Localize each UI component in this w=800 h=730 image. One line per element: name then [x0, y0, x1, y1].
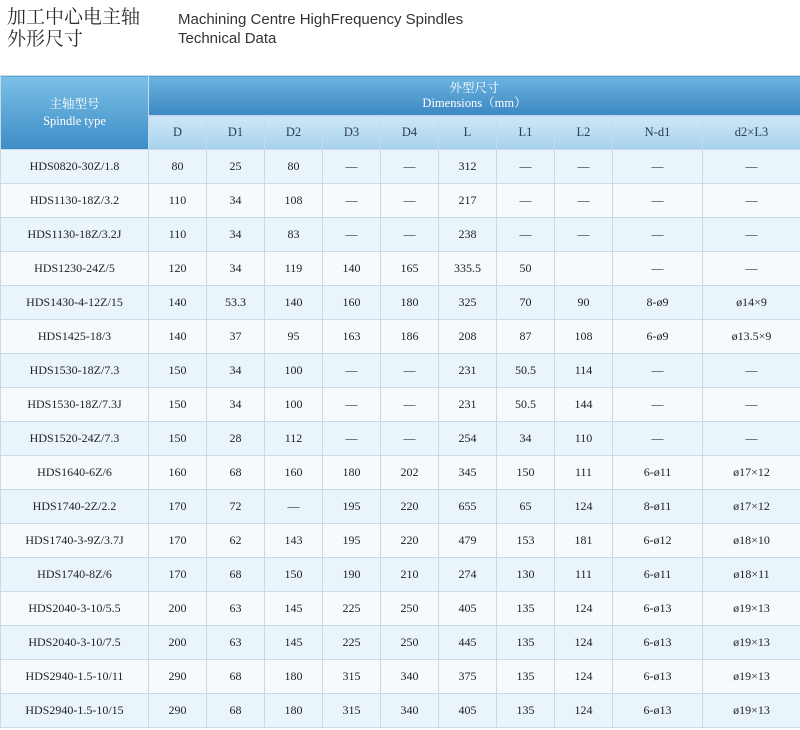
- dimension-cell: [555, 252, 613, 286]
- dimension-cell: —: [381, 150, 439, 184]
- dimension-cell: 238: [439, 218, 497, 252]
- dimension-cell: —: [381, 184, 439, 218]
- dimension-cell: 68: [207, 694, 265, 728]
- spindle-model-cell: HDS1230-24Z/5: [1, 252, 149, 286]
- dimension-cell: 108: [555, 320, 613, 354]
- column-header: L2: [555, 116, 613, 150]
- dimension-cell: —: [703, 218, 800, 252]
- dimension-cell: —: [265, 490, 323, 524]
- dimension-cell: 315: [323, 694, 381, 728]
- dimension-cell: 340: [381, 660, 439, 694]
- dimension-cell: 170: [149, 558, 207, 592]
- spindle-type-header-cn: 主轴型号: [49, 96, 100, 111]
- dimension-cell: 210: [381, 558, 439, 592]
- spindle-model-cell: HDS2040-3-10/7.5: [1, 626, 149, 660]
- title-chinese: [7, 6, 140, 50]
- dimensions-header: [149, 76, 800, 116]
- dimension-cell: 445: [439, 626, 497, 660]
- table-row: [1, 320, 800, 354]
- dimension-cell: 200: [149, 626, 207, 660]
- dimension-cell: 250: [381, 626, 439, 660]
- dimension-cell: 274: [439, 558, 497, 592]
- dimension-cell: 180: [265, 694, 323, 728]
- dimension-cell: 6-ø12: [613, 524, 703, 558]
- dimension-cell: —: [703, 388, 800, 422]
- dimension-cell: 68: [207, 558, 265, 592]
- dimension-cell: —: [323, 354, 381, 388]
- dimension-cell: 375: [439, 660, 497, 694]
- title-en-line2: Technical Data: [178, 30, 277, 47]
- dimension-cell: 220: [381, 490, 439, 524]
- dimension-cell: 6-ø13: [613, 660, 703, 694]
- dimension-cell: 6-ø9: [613, 320, 703, 354]
- dimension-cell: 231: [439, 388, 497, 422]
- dimension-cell: 63: [207, 626, 265, 660]
- spindle-model-cell: HDS1130-18Z/3.2J: [1, 218, 149, 252]
- dimension-cell: 195: [323, 490, 381, 524]
- dimension-cell: —: [613, 422, 703, 456]
- dimension-cell: 150: [265, 558, 323, 592]
- dimension-cell: 111: [555, 558, 613, 592]
- dimension-cell: 124: [555, 694, 613, 728]
- dimension-cell: —: [497, 184, 555, 218]
- table-row: [1, 388, 800, 422]
- spindle-model-cell: HDS1740-8Z/6: [1, 558, 149, 592]
- dimension-cell: 231: [439, 354, 497, 388]
- dimension-cell: 6-ø11: [613, 558, 703, 592]
- dimension-cell: 124: [555, 626, 613, 660]
- dimension-cell: ø19×13: [703, 626, 800, 660]
- dimension-cell: 160: [265, 456, 323, 490]
- dimension-cell: 186: [381, 320, 439, 354]
- spindle-model-cell: HDS2040-3-10/5.5: [1, 592, 149, 626]
- dimension-cell: —: [613, 388, 703, 422]
- table-row: [1, 490, 800, 524]
- table-row: [1, 456, 800, 490]
- table-row: [1, 150, 800, 184]
- dimension-cell: —: [323, 388, 381, 422]
- dimension-cell: —: [703, 184, 800, 218]
- dimension-cell: 34: [207, 354, 265, 388]
- dimension-cell: 202: [381, 456, 439, 490]
- dimension-cell: 37: [207, 320, 265, 354]
- dimension-cell: 25: [207, 150, 265, 184]
- dimension-cell: 34: [207, 184, 265, 218]
- dimension-cell: —: [381, 354, 439, 388]
- column-header: L1: [497, 116, 555, 150]
- dimension-cell: 6-ø13: [613, 626, 703, 660]
- column-header: D4: [381, 116, 439, 150]
- table-row: [1, 218, 800, 252]
- spindle-model-cell: HDS0820-30Z/1.8: [1, 150, 149, 184]
- dimension-cell: —: [613, 354, 703, 388]
- spindle-type-header-en: Spindle type: [43, 113, 106, 128]
- dimension-cell: 140: [149, 286, 207, 320]
- dimension-cell: 135: [497, 626, 555, 660]
- table-row: [1, 286, 800, 320]
- dimension-cell: ø19×13: [703, 660, 800, 694]
- dimension-cell: 63: [207, 592, 265, 626]
- title-cn-line2: 外形尺寸: [7, 28, 84, 50]
- dimension-cell: —: [497, 150, 555, 184]
- dimension-cell: 65: [497, 490, 555, 524]
- dimension-cell: 28: [207, 422, 265, 456]
- dimension-cell: —: [703, 150, 800, 184]
- spindle-model-cell: HDS1530-18Z/7.3: [1, 354, 149, 388]
- dimension-cell: 150: [149, 422, 207, 456]
- dimension-cell: 135: [497, 592, 555, 626]
- dimension-cell: 312: [439, 150, 497, 184]
- dimension-cell: 153: [497, 524, 555, 558]
- table-row: [1, 626, 800, 660]
- dimension-cell: 144: [555, 388, 613, 422]
- dimension-cell: 140: [265, 286, 323, 320]
- dimension-cell: 150: [149, 388, 207, 422]
- table-row: [1, 524, 800, 558]
- dimension-cell: ø17×12: [703, 456, 800, 490]
- table-row: [1, 184, 800, 218]
- column-header: N-d1: [613, 116, 703, 150]
- table-row: [1, 252, 800, 286]
- column-header: L: [439, 116, 497, 150]
- dimension-cell: —: [323, 218, 381, 252]
- spindle-model-cell: HDS1740-2Z/2.2: [1, 490, 149, 524]
- dimension-cell: —: [703, 354, 800, 388]
- dimension-cell: —: [555, 218, 613, 252]
- table-row: [1, 694, 800, 728]
- dimension-cell: 208: [439, 320, 497, 354]
- dimension-cell: —: [323, 422, 381, 456]
- dimension-cell: 290: [149, 694, 207, 728]
- dimension-cell: 130: [497, 558, 555, 592]
- dimension-cell: 140: [149, 320, 207, 354]
- dimension-cell: 217: [439, 184, 497, 218]
- dimension-cell: 170: [149, 524, 207, 558]
- dimension-cell: 110: [149, 184, 207, 218]
- dimension-cell: 200: [149, 592, 207, 626]
- dimension-cell: 290: [149, 660, 207, 694]
- dimension-cell: 62: [207, 524, 265, 558]
- dimensions-header-cn: 外型尺寸: [449, 80, 500, 95]
- dimension-cell: 68: [207, 660, 265, 694]
- dimension-cell: 50.5: [497, 388, 555, 422]
- spindle-model-cell: HDS1740-3-9Z/3.7J: [1, 524, 149, 558]
- dimension-cell: 111: [555, 456, 613, 490]
- dimension-cell: ø18×10: [703, 524, 800, 558]
- dimension-cell: 150: [149, 354, 207, 388]
- dimension-cell: 220: [381, 524, 439, 558]
- dimension-cell: ø13.5×9: [703, 320, 800, 354]
- dimension-cell: 80: [265, 150, 323, 184]
- dimension-cell: 68: [207, 456, 265, 490]
- dimension-cell: —: [323, 184, 381, 218]
- spindle-type-header: [1, 76, 149, 150]
- dimension-cell: 114: [555, 354, 613, 388]
- spindle-model-cell: HDS1130-18Z/3.2: [1, 184, 149, 218]
- dimension-cell: —: [555, 150, 613, 184]
- dimension-cell: 345: [439, 456, 497, 490]
- dimension-cell: ø18×11: [703, 558, 800, 592]
- dimension-cell: 124: [555, 592, 613, 626]
- spindle-model-cell: HDS2940-1.5-10/15: [1, 694, 149, 728]
- dimension-cell: —: [703, 252, 800, 286]
- dimension-cell: 112: [265, 422, 323, 456]
- title-english: [178, 10, 463, 48]
- dimension-cell: 90: [555, 286, 613, 320]
- dimension-cell: 34: [497, 422, 555, 456]
- dimension-cell: 180: [265, 660, 323, 694]
- dimension-cell: ø17×12: [703, 490, 800, 524]
- dimension-cell: 160: [149, 456, 207, 490]
- dimension-cell: 110: [555, 422, 613, 456]
- dimension-cell: —: [613, 252, 703, 286]
- table-row: [1, 422, 800, 456]
- dimension-cell: 124: [555, 490, 613, 524]
- table-row: [1, 592, 800, 626]
- dimension-cell: —: [613, 184, 703, 218]
- dimension-cell: 405: [439, 694, 497, 728]
- dimension-cell: 335.5: [439, 252, 497, 286]
- dimension-cell: 325: [439, 286, 497, 320]
- dimension-cell: 340: [381, 694, 439, 728]
- dimension-cell: 143: [265, 524, 323, 558]
- dimension-cell: —: [323, 150, 381, 184]
- dimension-cell: 6-ø13: [613, 592, 703, 626]
- dimension-cell: 8-ø11: [613, 490, 703, 524]
- dimension-cell: ø19×13: [703, 694, 800, 728]
- dimension-cell: 225: [323, 592, 381, 626]
- dimension-cell: 100: [265, 388, 323, 422]
- dimension-cell: 50: [497, 252, 555, 286]
- dimension-cell: 165: [381, 252, 439, 286]
- dimension-cell: 163: [323, 320, 381, 354]
- dimension-cell: 254: [439, 422, 497, 456]
- dimension-cell: —: [555, 184, 613, 218]
- spindle-model-cell: HDS1425-18/3: [1, 320, 149, 354]
- dimension-cell: 50.5: [497, 354, 555, 388]
- dimensions-header-en: Dimensions（mm）: [422, 95, 527, 110]
- table-body: [1, 150, 800, 728]
- dimension-cell: —: [613, 218, 703, 252]
- column-header: D: [149, 116, 207, 150]
- dimension-cell: 120: [149, 252, 207, 286]
- dimension-cell: 34: [207, 218, 265, 252]
- spindle-model-cell: HDS1520-24Z/7.3: [1, 422, 149, 456]
- column-header: D3: [323, 116, 381, 150]
- dimension-cell: 100: [265, 354, 323, 388]
- dimension-cell: 124: [555, 660, 613, 694]
- dimension-cell: 34: [207, 252, 265, 286]
- dimension-cell: 108: [265, 184, 323, 218]
- column-header: D2: [265, 116, 323, 150]
- spindle-model-cell: HDS1430-4-12Z/15: [1, 286, 149, 320]
- dimension-cell: 160: [323, 286, 381, 320]
- dimension-cell: 70: [497, 286, 555, 320]
- dimension-cell: 225: [323, 626, 381, 660]
- dimension-cell: 87: [497, 320, 555, 354]
- dimension-cell: 195: [323, 524, 381, 558]
- dimension-cell: ø14×9: [703, 286, 800, 320]
- dimension-cell: 95: [265, 320, 323, 354]
- dimension-cell: 135: [497, 660, 555, 694]
- dimension-cell: 8-ø9: [613, 286, 703, 320]
- title-cn-line1: 加工中心电主轴: [7, 6, 141, 28]
- dimension-cell: 655: [439, 490, 497, 524]
- title-en-line1: Machining Centre HighFrequency Spindles: [178, 11, 464, 28]
- dimension-cell: 53.3: [207, 286, 265, 320]
- table-row: [1, 558, 800, 592]
- dimension-cell: 181: [555, 524, 613, 558]
- dimension-cell: 180: [381, 286, 439, 320]
- dimension-cell: 479: [439, 524, 497, 558]
- dimension-cell: 250: [381, 592, 439, 626]
- dimension-cell: 150: [497, 456, 555, 490]
- dimension-cell: 135: [497, 694, 555, 728]
- dimension-cell: —: [497, 218, 555, 252]
- dimension-cell: —: [381, 388, 439, 422]
- dimension-cell: 405: [439, 592, 497, 626]
- table-row: [1, 354, 800, 388]
- spindle-spec-table: [0, 75, 800, 728]
- dimension-cell: 170: [149, 490, 207, 524]
- column-header: D1: [207, 116, 265, 150]
- dimension-cell: 140: [323, 252, 381, 286]
- spindle-model-cell: HDS1530-18Z/7.3J: [1, 388, 149, 422]
- dimension-cell: 80: [149, 150, 207, 184]
- dimension-cell: 6-ø13: [613, 694, 703, 728]
- dimension-cell: —: [703, 422, 800, 456]
- dimension-cell: —: [381, 422, 439, 456]
- spindle-model-cell: HDS1640-6Z/6: [1, 456, 149, 490]
- dimension-cell: 190: [323, 558, 381, 592]
- dimension-cell: 110: [149, 218, 207, 252]
- table-row: [1, 660, 800, 694]
- dimension-cell: 145: [265, 592, 323, 626]
- dimension-cell: 145: [265, 626, 323, 660]
- dimension-cell: 6-ø11: [613, 456, 703, 490]
- column-header: d2×L3: [703, 116, 800, 150]
- dimension-cell: —: [381, 218, 439, 252]
- dimension-cell: 315: [323, 660, 381, 694]
- dimension-cell: 83: [265, 218, 323, 252]
- spindle-model-cell: HDS2940-1.5-10/11: [1, 660, 149, 694]
- dimension-cell: 34: [207, 388, 265, 422]
- dimension-cell: 119: [265, 252, 323, 286]
- dimension-cell: 180: [323, 456, 381, 490]
- dimension-cell: —: [613, 150, 703, 184]
- dimension-cell: 72: [207, 490, 265, 524]
- dimension-cell: ø19×13: [703, 592, 800, 626]
